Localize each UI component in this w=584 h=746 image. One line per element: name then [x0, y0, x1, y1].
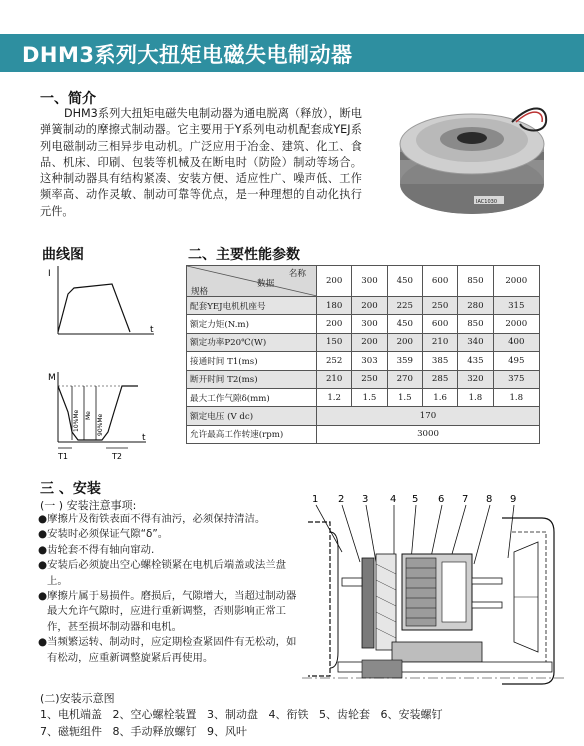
install-notes [38, 512, 300, 666]
table-cell: 315 [493, 297, 539, 315]
part-number: 1 [312, 494, 319, 505]
spec-heading: 二、主要性能参数 [188, 247, 300, 263]
row-label: 断开时间 T2(ms) [187, 370, 317, 388]
table-cell: 1.6 [422, 388, 457, 406]
intro-text [40, 106, 362, 220]
install-notes-subheading: (一 ) 安装注意事项: [40, 499, 137, 512]
list-item: ●摩擦片属于易损件。磨损后，气隙增大，当超过制动器最大允许气隙时，应进行重新调整，否则影响正常工作，甚至损坏制动器和电机。 [38, 590, 297, 633]
spec-col-header: 2000 [493, 266, 539, 297]
table-cell: 252 [317, 352, 352, 370]
table-cell: 200 [352, 333, 387, 351]
legend-item: 4、衔铁 [268, 708, 309, 721]
part-number: 7 [462, 494, 469, 505]
part-number: 6 [438, 494, 445, 505]
table-cell: 1.5 [352, 388, 387, 406]
curve-label-10pct: 10%Me [73, 409, 80, 432]
part-number: 8 [486, 494, 493, 505]
table-cell: 150 [317, 333, 352, 351]
part-number: 4 [390, 494, 397, 505]
spec-diagonal-header [187, 266, 317, 297]
table-cell: 210 [317, 370, 352, 388]
row-label: 配套YEJ电机机座号 [187, 297, 317, 315]
table-cell: 320 [458, 370, 493, 388]
table-cell: 200 [352, 297, 387, 315]
table-cell: 435 [458, 352, 493, 370]
table-cell: 285 [422, 370, 457, 388]
table-row [187, 370, 540, 388]
intro-heading: 一、简介 [40, 91, 96, 107]
intro-paragraph: DHM3系列大扭矩电磁失电制动器为通电脱离（释放），断电弹簧制动的摩擦式制动器。它主要用于Y系列电动机配套成YEJ系列电磁制动三相异步电动机。广泛应用于冶金、建筑、化工、食品、机床、印刷、包装等机械及在断电时（防险）制动等场合。这种制动器具有结构紧凑、安装方便、适应性广、噪声低、工作频率高、动作灵敏、制动可靠等优点，是一种理想的自动化执行元件。 [40, 107, 362, 218]
legend-item: 5、齿轮套 [319, 708, 370, 721]
table-cell: 280 [458, 297, 493, 315]
table-cell: 495 [493, 352, 539, 370]
spec-col-header: 200 [317, 266, 352, 297]
diag-header-name: 名称 [288, 269, 306, 279]
diag-header-spec: 规格 [191, 287, 209, 297]
spec-table [186, 265, 540, 444]
table-cell: 450 [387, 315, 422, 333]
curve-label-t2: T2 [112, 452, 122, 461]
table-cell: 300 [352, 315, 387, 333]
table-cell: 2000 [493, 315, 539, 333]
spec-col-header: 450 [387, 266, 422, 297]
legend-item: 1、电机端盖 [40, 708, 102, 721]
list-item: ●当频繁运转、制动时，应定期检查紧固件有无松动，如有松动，应重新调整旋紧后再使用。 [38, 636, 297, 664]
table-cell: 3000 [317, 425, 540, 443]
legend-item: 8、手动释放螺钉 [112, 725, 197, 738]
table-row [187, 333, 540, 351]
table-cell: 850 [458, 315, 493, 333]
curve-label-m: M [48, 373, 56, 383]
table-cell: 250 [422, 297, 457, 315]
table-cell: 200 [317, 315, 352, 333]
brake-product-image [392, 92, 552, 222]
row-label: 允许最高工作转速(rpm) [187, 425, 317, 443]
table-row [187, 297, 540, 315]
legend-item: 7、磁轭组件 [40, 725, 102, 738]
row-label: 接通时间 T1(ms) [187, 352, 317, 370]
table-cell: 210 [422, 333, 457, 351]
list-item: ●摩擦片及衔铁表面不得有油污，必须保持清洁。 [38, 513, 266, 525]
curve-label-me: Me [85, 411, 92, 420]
part-number: 9 [510, 494, 517, 505]
table-row [187, 425, 540, 443]
curve-label-t-top: t [150, 325, 154, 335]
table-cell: 385 [422, 352, 457, 370]
table-cell: 400 [493, 333, 539, 351]
list-item: ●安装时必须保证气隙“δ”。 [38, 528, 169, 541]
table-cell: 1.8 [458, 388, 493, 406]
row-label: 最大工作气隙δ(mm) [187, 388, 317, 406]
row-label: 额定功率P20℃(W) [187, 333, 317, 351]
list-item: ●安装后必须旋出空心螺栓锁紧在电机后端盖或法兰盘上。 [38, 559, 287, 587]
curve-heading: 曲线图 [42, 247, 84, 263]
title-banner [0, 34, 584, 72]
spec-col-header: 850 [458, 266, 493, 297]
list-item: ●齿轮套不得有轴向窜动. [38, 543, 155, 556]
table-cell: 250 [352, 370, 387, 388]
curve-label-t-bottom: t [142, 433, 146, 443]
legend-item: 9、风叶 [207, 725, 247, 738]
table-cell: 170 [317, 407, 540, 425]
table-cell: 1.8 [493, 388, 539, 406]
table-cell: 225 [387, 297, 422, 315]
curve-label-90pct: 90%Me [97, 413, 104, 436]
table-row [187, 407, 540, 425]
diag-header-data: 数据 [257, 279, 275, 289]
install-heading: 三 、安装 [40, 481, 101, 497]
table-cell: 200 [387, 333, 422, 351]
curve-label-i: I [48, 269, 51, 279]
table-cell: 180 [317, 297, 352, 315]
table-cell: 375 [493, 370, 539, 388]
nameplate-text: IAC1030 [476, 199, 498, 205]
table-row [187, 352, 540, 370]
table-row [187, 388, 540, 406]
install-diagram-subheading: (二)安装示意图 [40, 692, 115, 705]
row-label: 额定力矩(N.m) [187, 315, 317, 333]
spec-col-header: 300 [352, 266, 387, 297]
table-cell: 1.5 [387, 388, 422, 406]
part-number: 5 [412, 494, 419, 505]
part-number: 2 [338, 494, 345, 505]
table-cell: 359 [387, 352, 422, 370]
table-row [187, 315, 540, 333]
legend-item: 2、空心螺栓装置 [112, 708, 197, 721]
table-cell: 1.2 [317, 388, 352, 406]
curve-label-t1: T1 [58, 452, 68, 461]
table-cell: 303 [352, 352, 387, 370]
legend-item: 3、制动盘 [207, 708, 258, 721]
table-cell: 340 [458, 333, 493, 351]
curve-diagram [42, 262, 162, 462]
page-title: DHM3系列大扭矩电磁失电制动器 [22, 43, 353, 67]
spec-col-header: 600 [422, 266, 457, 297]
parts-legend [40, 706, 570, 740]
legend-item: 6、安装螺钉 [380, 708, 443, 721]
table-cell: 270 [387, 370, 422, 388]
row-label: 额定电压 (V dc) [187, 407, 317, 425]
table-cell: 600 [422, 315, 457, 333]
part-number: 3 [362, 494, 369, 505]
installation-diagram [302, 492, 564, 694]
